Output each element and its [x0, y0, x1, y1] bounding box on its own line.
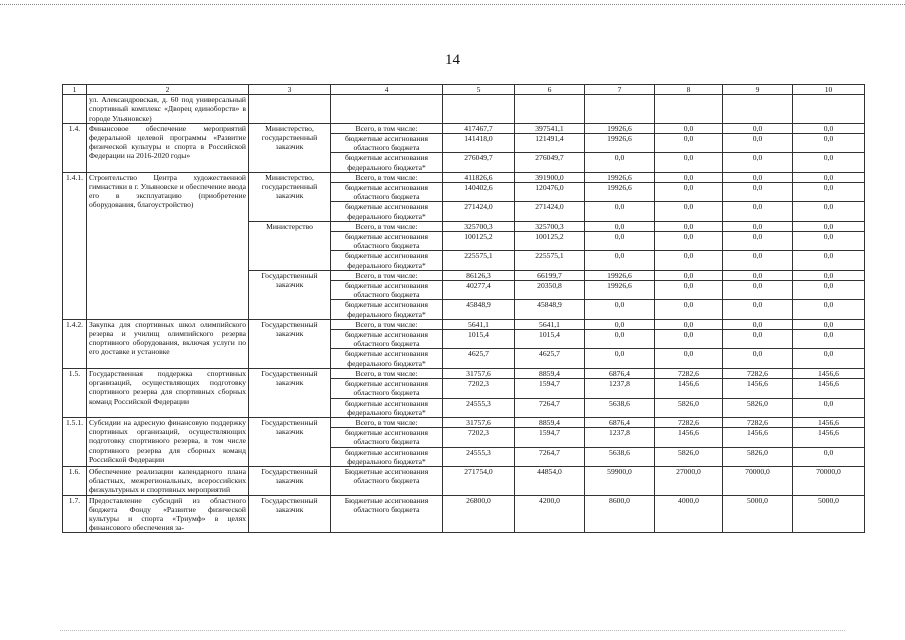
amount-cell: 5641,1 — [515, 319, 585, 329]
amount-cell: 4000,0 — [655, 495, 723, 533]
budget-table — [62, 84, 865, 533]
amount-cell: 0,0 — [585, 153, 655, 172]
amount-cell: 7282,6 — [655, 368, 723, 378]
column-number: 8 — [655, 85, 723, 95]
item-description: Строительство Центра художественной гимнастики в г. Ульяновске и обеспечение ввода его в эксплуатацию (приобретение оборудования, благоустройство) — [87, 172, 249, 319]
amount-cell: 1015,4 — [515, 330, 585, 349]
amount-cell: 0,0 — [723, 153, 793, 172]
amount-cell: 8859,4 — [515, 417, 585, 427]
amount-cell: 0,0 — [793, 319, 865, 329]
amount-cell — [793, 95, 865, 124]
funding-source: бюджетные ассигнования областного бюджета — [331, 232, 443, 251]
amount-cell: 0,0 — [723, 183, 793, 202]
funding-source: бюджетные ассигнования областного бюджета — [331, 379, 443, 398]
scan-edge-line — [0, 4, 905, 6]
amount-cell: 325700,3 — [443, 221, 515, 231]
amount-cell: 0,0 — [655, 202, 723, 221]
amount-cell: 121491,4 — [515, 134, 585, 153]
amount-cell: 0,0 — [655, 183, 723, 202]
amount-cell: 0,0 — [655, 232, 723, 251]
amount-cell: 5638,6 — [585, 398, 655, 417]
amount-cell: 0,0 — [723, 172, 793, 182]
amount-cell: 100125,2 — [443, 232, 515, 251]
amount-cell: 417467,7 — [443, 123, 515, 133]
responsible-executor: Государственный заказчик — [249, 466, 331, 495]
amount-cell: 0,0 — [585, 251, 655, 270]
amount-cell: 0,0 — [793, 300, 865, 319]
amount-cell: 1594,7 — [515, 428, 585, 447]
amount-cell — [655, 95, 723, 124]
amount-cell: 1594,7 — [515, 379, 585, 398]
amount-cell — [723, 95, 793, 124]
amount-cell: 0,0 — [793, 123, 865, 133]
item-description: Обеспечение реализации календарного плана областных, межрегиональных, всероссийских физкультурных и спортивных мероприятий — [87, 466, 249, 495]
amount-cell: 276049,7 — [443, 153, 515, 172]
amount-cell: 0,0 — [585, 202, 655, 221]
table-row — [63, 368, 865, 378]
funding-source: бюджетные ассигнования областного бюджета — [331, 428, 443, 447]
column-number: 4 — [331, 85, 443, 95]
amount-cell: 0,0 — [655, 319, 723, 329]
responsible-executor: Министерство, государственный заказчик — [249, 172, 331, 221]
column-number: 7 — [585, 85, 655, 95]
funding-source: Всего, в том числе: — [331, 319, 443, 329]
amount-cell: 0,0 — [655, 134, 723, 153]
amount-cell: 7202,3 — [443, 428, 515, 447]
amount-cell: 7282,6 — [723, 368, 793, 378]
amount-cell: 0,0 — [793, 251, 865, 270]
amount-cell: 0,0 — [793, 153, 865, 172]
amount-cell — [515, 95, 585, 124]
amount-cell: 1456,6 — [793, 379, 865, 398]
item-description: Финансовое обеспечение мероприятий федеральной целевой программы «Развитие физической культуры и спорта в Российской Федерации на 2016-2020 годы» — [87, 123, 249, 172]
amount-cell: 1015,4 — [443, 330, 515, 349]
amount-cell: 31757,6 — [443, 368, 515, 378]
amount-cell: 411826,6 — [443, 172, 515, 182]
table-row — [63, 95, 865, 124]
amount-cell: 271424,0 — [515, 202, 585, 221]
amount-cell: 0,0 — [655, 300, 723, 319]
amount-cell — [443, 95, 515, 124]
funding-source: бюджетные ассигнования федерального бюджета* — [331, 153, 443, 172]
item-number: 1.6. — [63, 466, 87, 495]
amount-cell: 0,0 — [793, 183, 865, 202]
item-number: 1.7. — [63, 495, 87, 533]
amount-cell: 0,0 — [793, 221, 865, 231]
budget-table-body — [63, 85, 865, 533]
column-number: 10 — [793, 85, 865, 95]
amount-cell: 0,0 — [655, 251, 723, 270]
item-number: 1.4.2. — [63, 319, 87, 368]
funding-source: Бюджетные ассигнования областного бюджета — [331, 495, 443, 533]
amount-cell — [585, 95, 655, 124]
amount-cell: 225575,1 — [515, 251, 585, 270]
funding-source: бюджетные ассигнования федерального бюджета* — [331, 251, 443, 270]
amount-cell: 397541,1 — [515, 123, 585, 133]
funding-source: бюджетные ассигнования федерального бюджета* — [331, 398, 443, 417]
amount-cell: 120476,0 — [515, 183, 585, 202]
page-number: 14 — [445, 52, 460, 68]
amount-cell: 0,0 — [655, 349, 723, 368]
amount-cell: 1456,6 — [655, 379, 723, 398]
amount-cell: 271754,0 — [443, 466, 515, 495]
amount-cell: 7264,7 — [515, 398, 585, 417]
responsible-executor: Министерство — [249, 221, 331, 270]
amount-cell: 225575,1 — [443, 251, 515, 270]
amount-cell: 0,0 — [723, 123, 793, 133]
funding-source: бюджетные ассигнования областного бюджета — [331, 183, 443, 202]
amount-cell: 0,0 — [723, 270, 793, 280]
amount-cell: 20350,8 — [515, 281, 585, 300]
amount-cell: 5641,1 — [443, 319, 515, 329]
item-number — [63, 95, 87, 124]
item-number: 1.4. — [63, 123, 87, 172]
amount-cell: 19926,6 — [585, 134, 655, 153]
amount-cell: 8600,0 — [585, 495, 655, 533]
amount-cell: 5826,0 — [723, 398, 793, 417]
amount-cell: 44854,0 — [515, 466, 585, 495]
amount-cell: 391900,0 — [515, 172, 585, 182]
amount-cell: 0,0 — [793, 172, 865, 182]
amount-cell: 0,0 — [793, 349, 865, 368]
responsible-executor: Министерство, государственный заказчик — [249, 123, 331, 172]
amount-cell: 0,0 — [723, 202, 793, 221]
item-description: Закупка для спортивных школ олимпийского резерва и училищ олимпийского резерва спортивного оборудования, включая услуги по его доставке и установке — [87, 319, 249, 368]
amount-cell: 276049,7 — [515, 153, 585, 172]
amount-cell: 26800,0 — [443, 495, 515, 533]
table-row — [63, 123, 865, 133]
column-number-row — [63, 85, 865, 95]
responsible-executor: Государственный заказчик — [249, 368, 331, 417]
amount-cell: 40277,4 — [443, 281, 515, 300]
amount-cell: 19926,6 — [585, 172, 655, 182]
amount-cell: 0,0 — [793, 134, 865, 153]
funding-source: бюджетные ассигнования федерального бюджета* — [331, 202, 443, 221]
responsible-executor: Государственный заказчик — [249, 270, 331, 319]
amount-cell: 6876,4 — [585, 368, 655, 378]
amount-cell: 0,0 — [723, 221, 793, 231]
funding-source: бюджетные ассигнования областного бюджета — [331, 281, 443, 300]
responsible-executor — [249, 95, 331, 124]
amount-cell: 0,0 — [793, 447, 865, 466]
amount-cell: 0,0 — [655, 281, 723, 300]
column-number: 6 — [515, 85, 585, 95]
amount-cell: 0,0 — [723, 134, 793, 153]
table-row — [63, 172, 865, 182]
amount-cell: 0,0 — [585, 330, 655, 349]
responsible-executor: Государственный заказчик — [249, 319, 331, 368]
amount-cell: 7282,6 — [723, 417, 793, 427]
scan-bottom-edge — [60, 630, 845, 632]
amount-cell: 5826,0 — [655, 447, 723, 466]
amount-cell: 1456,6 — [793, 417, 865, 427]
amount-cell: 0,0 — [655, 270, 723, 280]
amount-cell: 1237,8 — [585, 379, 655, 398]
amount-cell: 0,0 — [655, 172, 723, 182]
amount-cell: 0,0 — [585, 300, 655, 319]
funding-source: бюджетные ассигнования федерального бюджета* — [331, 349, 443, 368]
table-row — [63, 319, 865, 329]
item-description: Субсидии на адресную финансовую поддержку спортивных организаций, осуществляющих подготовку спортивного резерва, в том числе спортивного резерва для сборных команд Российской Федерации — [87, 417, 249, 466]
amount-cell: 24555,3 — [443, 398, 515, 417]
item-description: Государственная поддержка спортивных организаций, осуществляющих подготовку спортивного резерва для спортивных сборных команд Российской Федерации — [87, 368, 249, 417]
amount-cell: 0,0 — [793, 330, 865, 349]
amount-cell: 7282,6 — [655, 417, 723, 427]
funding-source: бюджетные ассигнования областного бюджета — [331, 134, 443, 153]
amount-cell: 1456,6 — [793, 368, 865, 378]
amount-cell: 0,0 — [585, 232, 655, 251]
amount-cell: 19926,6 — [585, 123, 655, 133]
amount-cell: 70000,0 — [723, 466, 793, 495]
table-row — [63, 466, 865, 495]
funding-source: бюджетные ассигнования областного бюджета — [331, 330, 443, 349]
funding-source: Всего, в том числе: — [331, 123, 443, 133]
amount-cell: 0,0 — [655, 123, 723, 133]
amount-cell: 59900,0 — [585, 466, 655, 495]
amount-cell: 8859,4 — [515, 368, 585, 378]
funding-source: Бюджетные ассигнования областного бюджета — [331, 466, 443, 495]
amount-cell: 4625,7 — [443, 349, 515, 368]
column-number: 5 — [443, 85, 515, 95]
amount-cell: 1456,6 — [793, 428, 865, 447]
amount-cell: 141418,0 — [443, 134, 515, 153]
amount-cell: 0,0 — [723, 300, 793, 319]
item-description: Предоставление субсидий из областного бюджета Фонду «Развитие физической культуры и спорта «Триумф» в целях финансового обеспечения за- — [87, 495, 249, 533]
amount-cell: 70000,0 — [793, 466, 865, 495]
column-number: 1 — [63, 85, 87, 95]
column-number: 3 — [249, 85, 331, 95]
amount-cell: 0,0 — [655, 153, 723, 172]
amount-cell: 0,0 — [585, 221, 655, 231]
amount-cell: 140402,6 — [443, 183, 515, 202]
funding-source — [331, 95, 443, 124]
amount-cell: 1456,6 — [723, 428, 793, 447]
amount-cell: 19926,6 — [585, 281, 655, 300]
amount-cell: 86126,3 — [443, 270, 515, 280]
column-number: 9 — [723, 85, 793, 95]
amount-cell: 1456,6 — [655, 428, 723, 447]
amount-cell: 4200,0 — [515, 495, 585, 533]
amount-cell: 7264,7 — [515, 447, 585, 466]
responsible-executor: Государственный заказчик — [249, 417, 331, 466]
amount-cell: 66199,7 — [515, 270, 585, 280]
amount-cell: 0,0 — [723, 349, 793, 368]
amount-cell: 7202,3 — [443, 379, 515, 398]
amount-cell: 0,0 — [793, 398, 865, 417]
amount-cell: 0,0 — [585, 319, 655, 329]
table-row — [63, 417, 865, 427]
amount-cell: 31757,6 — [443, 417, 515, 427]
amount-cell: 0,0 — [723, 319, 793, 329]
amount-cell: 5826,0 — [723, 447, 793, 466]
funding-source: Всего, в том числе: — [331, 172, 443, 182]
amount-cell: 45848,9 — [443, 300, 515, 319]
amount-cell: 271424,0 — [443, 202, 515, 221]
funding-source: бюджетные ассигнования федерального бюджета* — [331, 447, 443, 466]
amount-cell: 1456,6 — [723, 379, 793, 398]
item-number: 1.5.1. — [63, 417, 87, 466]
amount-cell: 5000,0 — [723, 495, 793, 533]
item-description: ул. Александровская, д. 60 под универсальный спортивный комплекс «Дворец единоборств» в городе Ульяновске) — [87, 95, 249, 124]
amount-cell: 5000,0 — [793, 495, 865, 533]
item-number: 1.5. — [63, 368, 87, 417]
column-number: 2 — [87, 85, 249, 95]
amount-cell: 0,0 — [793, 232, 865, 251]
amount-cell: 6876,4 — [585, 417, 655, 427]
amount-cell: 325700,3 — [515, 221, 585, 231]
funding-source: Всего, в том числе: — [331, 221, 443, 231]
funding-source: Всего, в том числе: — [331, 270, 443, 280]
amount-cell: 0,0 — [655, 221, 723, 231]
amount-cell: 27000,0 — [655, 466, 723, 495]
funding-source: Всего, в том числе: — [331, 368, 443, 378]
funding-source: бюджетные ассигнования федерального бюджета* — [331, 300, 443, 319]
amount-cell: 0,0 — [793, 270, 865, 280]
amount-cell: 0,0 — [723, 281, 793, 300]
amount-cell: 1237,8 — [585, 428, 655, 447]
responsible-executor: Государственный заказчик — [249, 495, 331, 533]
amount-cell: 0,0 — [723, 251, 793, 270]
amount-cell: 45848,9 — [515, 300, 585, 319]
amount-cell: 0,0 — [723, 232, 793, 251]
amount-cell: 100125,2 — [515, 232, 585, 251]
amount-cell: 5826,0 — [655, 398, 723, 417]
amount-cell: 0,0 — [793, 281, 865, 300]
amount-cell: 0,0 — [655, 330, 723, 349]
amount-cell: 24555,3 — [443, 447, 515, 466]
funding-source: Всего, в том числе: — [331, 417, 443, 427]
item-number: 1.4.1. — [63, 172, 87, 319]
amount-cell: 4625,7 — [515, 349, 585, 368]
amount-cell: 19926,6 — [585, 270, 655, 280]
amount-cell: 0,0 — [723, 330, 793, 349]
amount-cell: 0,0 — [585, 349, 655, 368]
amount-cell: 5638,6 — [585, 447, 655, 466]
amount-cell: 19926,6 — [585, 183, 655, 202]
amount-cell: 0,0 — [793, 202, 865, 221]
table-row — [63, 495, 865, 533]
